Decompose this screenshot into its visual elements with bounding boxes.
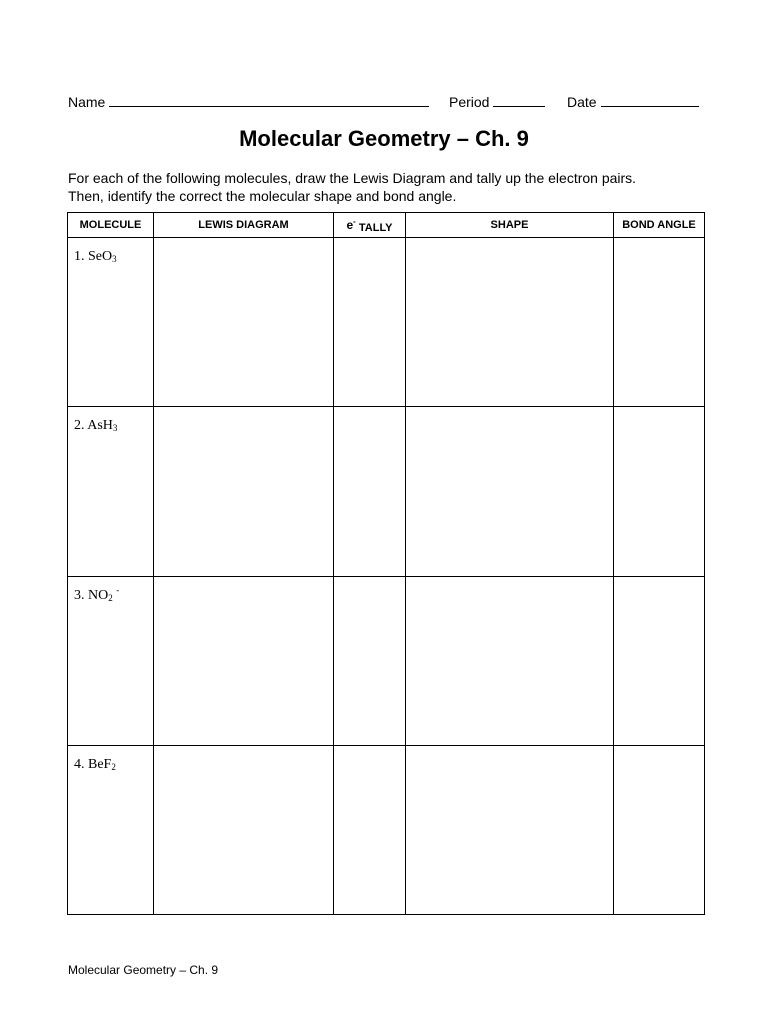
table-row: [68, 238, 705, 407]
electron-tally-cell[interactable]: [334, 576, 406, 745]
tally-label: TALLY: [358, 221, 393, 234]
table-row: [68, 576, 705, 745]
formula-base: BeF: [88, 756, 112, 772]
molecule-worksheet-table: [67, 212, 705, 915]
date-label: Date: [567, 94, 597, 110]
row-number: 1.: [74, 249, 85, 264]
name-field[interactable]: [68, 91, 429, 112]
bond-angle-cell[interactable]: [614, 576, 705, 745]
period-blank[interactable]: [493, 91, 545, 107]
electron-tally-cell[interactable]: [334, 238, 406, 407]
row-number: 4.: [74, 756, 85, 772]
table-row: [68, 407, 705, 576]
header-bond-angle: BOND ANGLE: [614, 213, 705, 238]
molecule-formula: [68, 407, 153, 434]
header-molecule: MOLECULE: [68, 213, 154, 238]
molecule-formula: [68, 577, 153, 604]
shape-cell[interactable]: [406, 745, 614, 914]
formula-subscript: 3: [112, 254, 117, 264]
instructions-line-2: Then, identify the correct the molecular shape and bond angle.: [68, 188, 457, 204]
date-field[interactable]: [567, 91, 699, 112]
bond-angle-cell[interactable]: [614, 745, 705, 914]
header-lewis-diagram: LEWIS DIAGRAM: [154, 213, 334, 238]
electron-charge: -: [353, 216, 356, 226]
electron-symbol: e: [346, 217, 354, 232]
lewis-diagram-cell[interactable]: [154, 407, 334, 576]
lewis-diagram-cell[interactable]: [154, 576, 334, 745]
molecule-cell: [68, 238, 154, 407]
date-blank[interactable]: [601, 91, 699, 107]
page-title: Molecular Geometry – Ch. 9: [239, 126, 529, 151]
period-field[interactable]: [449, 91, 545, 112]
name-blank[interactable]: [109, 91, 429, 107]
bond-angle-cell[interactable]: [614, 407, 705, 576]
molecule-cell: [68, 745, 154, 914]
shape-cell[interactable]: [406, 238, 614, 407]
formula-subscript: 3: [112, 423, 118, 434]
shape-cell[interactable]: [406, 576, 614, 745]
header-electron-tally: [334, 213, 406, 238]
formula-subscript: 2: [108, 592, 113, 603]
molecule-formula: [68, 238, 153, 265]
row-number: 2.: [74, 418, 85, 434]
molecule-cell: [68, 407, 154, 576]
name-label: Name: [68, 94, 106, 110]
formula-charge: -: [116, 584, 120, 595]
period-label: Period: [449, 94, 490, 110]
lewis-diagram-cell[interactable]: [154, 745, 334, 914]
lewis-diagram-cell[interactable]: [154, 238, 334, 407]
shape-cell[interactable]: [406, 407, 614, 576]
table-header-row: [68, 213, 705, 238]
electron-tally-cell[interactable]: [334, 745, 406, 914]
row-number: 3.: [74, 587, 85, 603]
formula-subscript: 2: [111, 761, 116, 772]
instructions-line-1: For each of the following molecules, draw the Lewis Diagram and tally up the electron pairs.: [68, 170, 637, 186]
student-info-header: [68, 91, 704, 111]
table-row: [68, 745, 705, 914]
formula-base: NO: [88, 587, 109, 603]
molecule-cell: [68, 576, 154, 745]
bond-angle-cell[interactable]: [614, 238, 705, 407]
page-footer: Molecular Geometry – Ch. 9: [68, 963, 219, 977]
molecule-formula: [68, 746, 153, 773]
formula-base: SeO: [88, 249, 113, 264]
instructions: [68, 169, 708, 205]
electron-tally-cell[interactable]: [334, 407, 406, 576]
header-shape: SHAPE: [406, 213, 614, 238]
formula-base: AsH: [87, 418, 113, 434]
